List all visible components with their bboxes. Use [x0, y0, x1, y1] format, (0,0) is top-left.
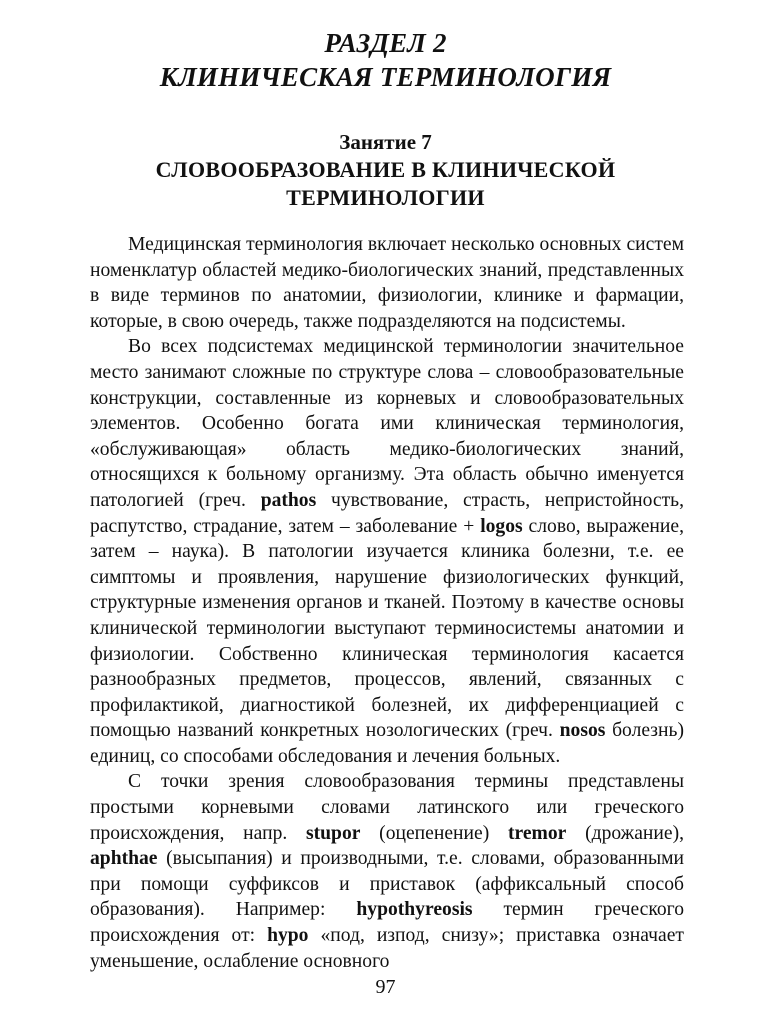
term-nosos: nosos	[559, 720, 606, 742]
paragraph-1: Медицинская терминология включает несколько основных систем номенклатур областей медико-биологических знаний, представленных в виде терминов по анатомии, физиологии, клинике и фармации, которые, в свою очередь, также подразделяются на подсистемы.	[90, 234, 684, 332]
lesson-number: Занятие 7	[339, 130, 432, 154]
term-hypothyreosis: hypothyreosis	[356, 899, 473, 921]
text-span: термин греческого происхождения от:	[90, 899, 684, 947]
text-span: (высыпания) и производными, т.е. словами, образованными при помощи суффиксов и приставок (аффиксальный способ образования). Например:	[90, 848, 684, 921]
text-span: (дрожание),	[566, 822, 685, 844]
lesson-title-line-2: ТЕРМИНОЛОГИИ	[286, 185, 485, 210]
term-aphthae: aphthae	[90, 848, 158, 870]
text-span: чувствование, страсть, непристойность, распутство, страдание, затем – заболевание +	[90, 489, 684, 537]
text-span: Во всех подсистемах медицинской терминологии значительное место занимают сложные по структуре слова – словообразовательные конструкции, составленные из корневых и словообразовательных элементов. Особенно богата ими клиническая терминология, «обслуживающая» область медико-биологических знаний, относящихся к больному организму. Эта область обычно именуется патологией (греч.	[90, 336, 684, 511]
term-stupor: stupor	[306, 822, 361, 844]
term-tremor: tremor	[507, 822, 567, 844]
term-hypo: hypo	[267, 925, 309, 947]
section-title: КЛИНИЧЕСКАЯ ТЕРМИНОЛОГИЯ	[159, 62, 612, 92]
section-number: РАЗДЕЛ 2	[324, 28, 447, 58]
lesson-title-line-1: СЛОВООБРАЗОВАНИЕ В КЛИНИЧЕСКОЙ	[155, 157, 616, 182]
text-span: (оцепенение)	[360, 822, 508, 844]
text-span: С точки зрения словообразования термины представлены простыми корневыми словами латинского или греческого происхождения, напр.	[90, 771, 684, 844]
term-logos: logos	[480, 515, 523, 537]
page-number: 97	[375, 976, 396, 998]
term-pathos: pathos	[260, 489, 317, 511]
paragraph-2	[90, 334, 684, 769]
section-heading	[0, 26, 771, 94]
text-span: «под, изпод, снизу»; приставка означает уменьшение, ослабление основного	[90, 925, 684, 972]
text-span: слово, выражение, затем – наука). В патологии изучается клиника болезни, т.е. ее симптомы и проявления, нарушение физиологических функций, структурные изменения органов и тканей. Поэтому в качестве основы клинической терминологии выступают терминосистемы анатомии и физиологии. Собственно клиническая терминология касается разнообразных предметов, процессов, явлений, связанных с профилактикой, диагностикой болезней, их дифференциацией с помощью названий конкретных нозологических (греч.	[90, 515, 684, 742]
lesson-heading	[0, 128, 771, 212]
body-text	[90, 232, 684, 974]
text-span: болезнь) единиц, со способами обследования и лечения больных.	[90, 720, 684, 767]
paragraph-3	[90, 769, 684, 974]
